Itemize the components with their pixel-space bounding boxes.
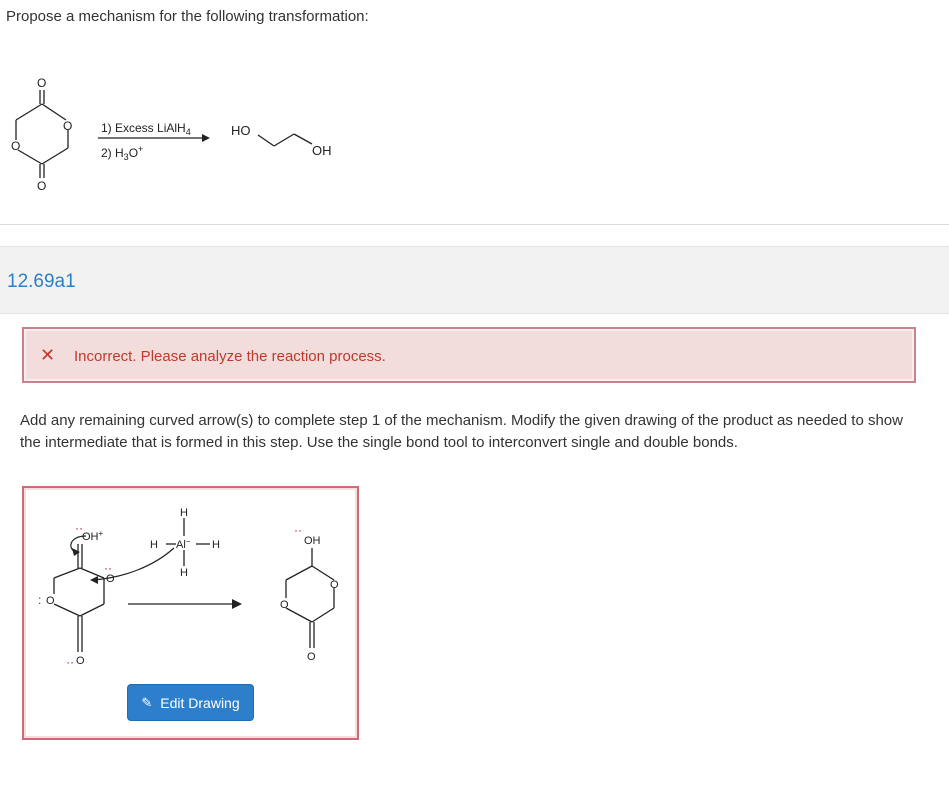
- ring-o-bottom: O: [37, 179, 47, 193]
- reaction-scheme: [0, 62, 420, 222]
- ring-o-right-lone-pair: ··: [104, 561, 112, 575]
- ring-o-left: O: [46, 595, 55, 607]
- feedback-banner: [22, 327, 916, 383]
- product-ring-o-right: O: [330, 579, 339, 591]
- instructions-text: Add any remaining curved arrow(s) to complete step 1 of the mechanism. Modify the given drawing of the product as needed to show the intermediate that is formed in this step. Use the single bond tool to interconvert single and double bonds.: [20, 412, 903, 451]
- reagent-1: 1) Excess LiAlH$_4$: [101, 121, 191, 137]
- h-bottom: H: [180, 567, 188, 579]
- reagent-2: 2) $H_3O^+$: [101, 144, 144, 162]
- ring-o-bottom-lone-pair: ··: [66, 655, 74, 669]
- ring-o-right: O: [63, 119, 73, 133]
- product-oh-lone-pair: ··: [294, 523, 302, 537]
- product-oh: OH: [312, 143, 332, 158]
- ring-o-left: O: [11, 139, 21, 153]
- h-top: H: [180, 507, 188, 519]
- oh-lone-pair: ··: [75, 521, 83, 535]
- divider: [0, 224, 949, 225]
- ring-o-bottom: O: [76, 655, 85, 667]
- incorrect-x-icon: ✕: [40, 345, 56, 365]
- ring-o-right: O: [106, 573, 115, 585]
- edit-drawing-button[interactable]: [127, 684, 254, 721]
- ring-o-top: O: [37, 76, 47, 90]
- edit-drawing-label: Edit Drawing: [160, 694, 240, 711]
- product-oh-label: OH: [304, 535, 321, 547]
- pencil-icon: ✎: [141, 694, 153, 710]
- product-ring-o-bottom: O: [307, 651, 316, 663]
- question-header: [0, 246, 949, 314]
- feedback-message: Incorrect. Please analyze the reaction process.: [74, 348, 386, 365]
- ring-o-left-lone-pair: :: [38, 593, 42, 607]
- al-label: Al−: [176, 537, 191, 551]
- oh-plus-label: OH+: [82, 529, 104, 543]
- product-ring-o-left: O: [280, 599, 289, 611]
- mechanism-drawing-panel[interactable]: [22, 486, 359, 740]
- h-left: H: [150, 539, 158, 551]
- h-right: H: [212, 539, 220, 551]
- product-ho: HO: [231, 123, 251, 138]
- question-id: 12.69a1: [7, 271, 76, 292]
- question-prompt: Propose a mechanism for the following transformation:: [6, 8, 369, 25]
